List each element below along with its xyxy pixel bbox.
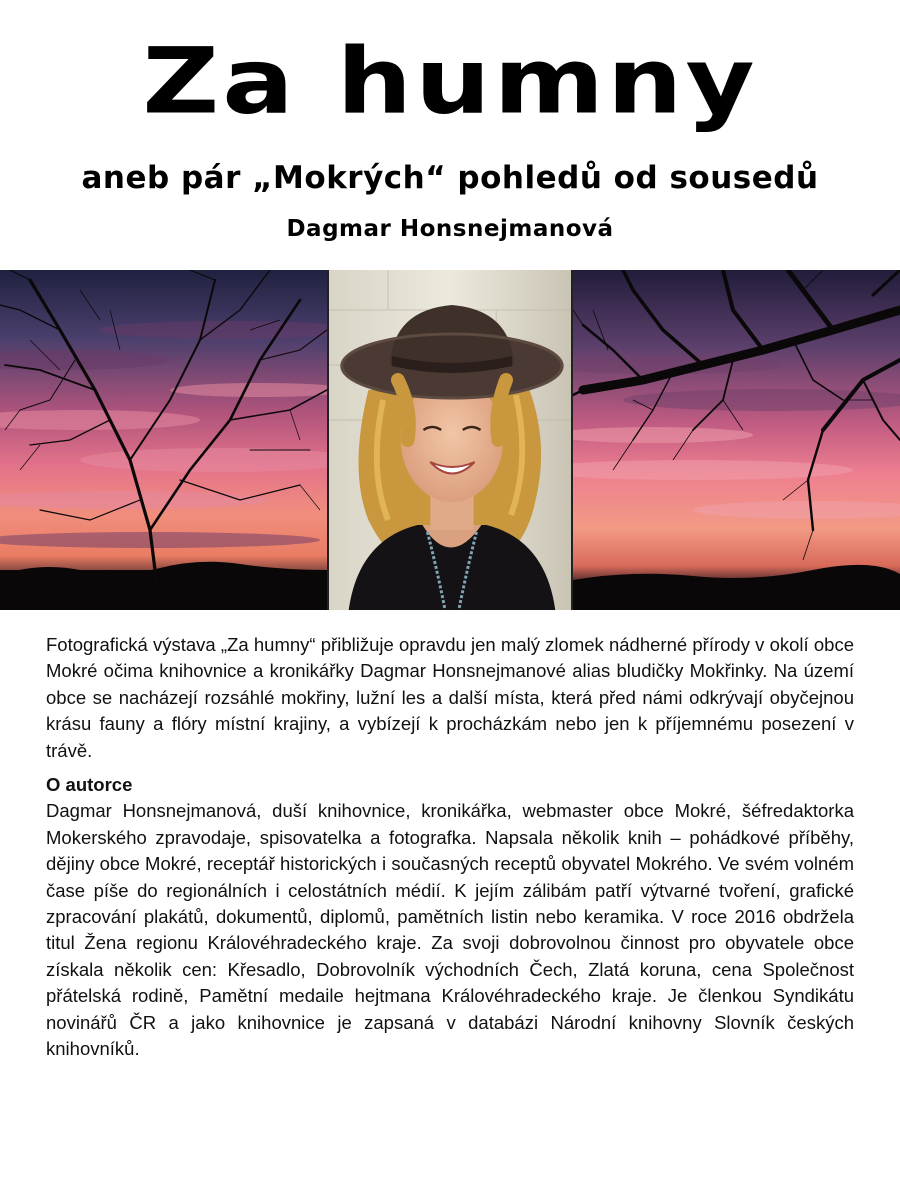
sunset-photo-right [573,270,900,610]
body-text [46,632,854,1063]
portrait-photo [327,270,573,610]
about-paragraph: Dagmar Honsnejmanová, duší knihovnice, kronikářka, webmaster obce Mokré, šéfredaktorka Mokerského zpravodaje, spisovatelka a fotografka. Napsala několik knih – pohádkové příběhy, dějiny obce Mokré, receptář historických i současných receptů obyvatel Mokrého. Ve svém volném čase píše do regionálních i celostátních médií. K jejím zálibám patří výtvarné tvoření, grafické zpracování plakátů, dokumentů, diplomů, pamětních listin nebo keramika. V roce 2016 obdržela titul Žena regionu Královéhradeckého kraje. Za svoji dobrovolnou činnost pro obyvatele obce získala několik cen: Křesadlo, Dobrovolník východních Čech, Zlatá koruna, cena Společnost přátelská rodině, Pamětní medaile hejtmana Královéhradeckého kraje. Je členkou Syndikátu novinářů ČR a jako knihovnice je zapsaná v databázi Národní knihovny Slovník českých knihovníků. [46,800,854,1060]
intro-paragraph: Fotografická výstava „Za humny“ přibližuje opravdu jen malý zlomek nádherné přírody v okolí obce Mokré očima knihovnice a kronikářky Dagmar Honsnejmanové alias bludičky Mokřinky. Na území obce se nacházejí rozsáhlé mokřiny, lužní les a další místa, která před námi odkrývají obyčejnou krásu fauny a flóry místní krajiny, a vybízejí k procházkám nebo jen k příjemnému posezení v trávě. [46,634,854,761]
poster-author: Dagmar Honsnejmanová [286,216,614,242]
photo-strip [0,270,900,610]
poster-subtitle: aneb pár „Mokrých“ pohledů od sousedů [81,160,819,196]
about-heading: O autorce [46,774,133,796]
sunset-photo-left [0,270,327,610]
poster-title: Za humny [142,28,758,135]
